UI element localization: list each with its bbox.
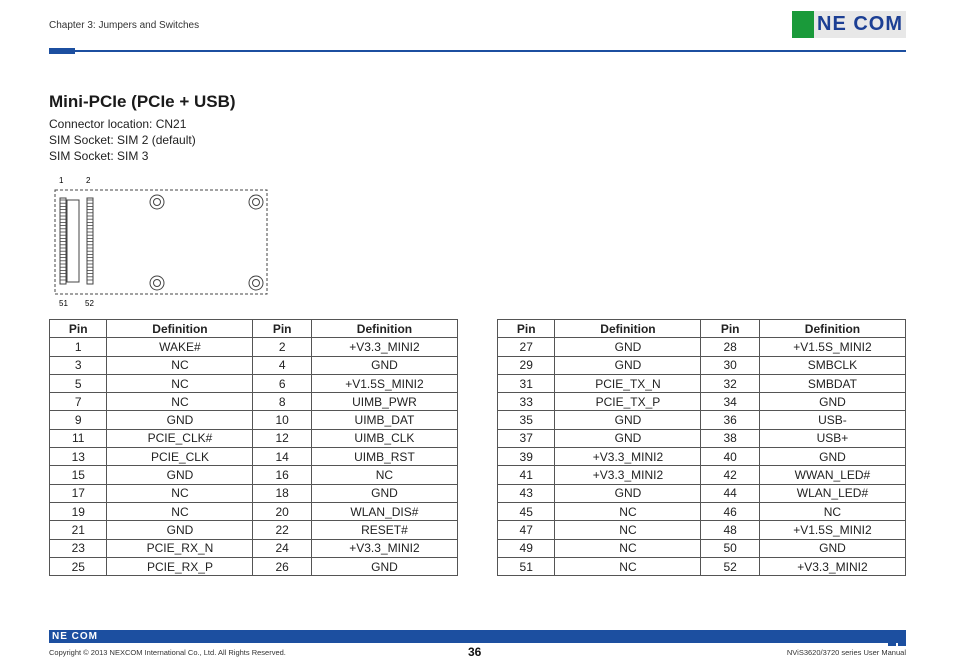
pin-definition-cell: NC bbox=[759, 502, 905, 520]
pin-number-cell: 43 bbox=[498, 484, 555, 502]
pin-definition-cell: +V3.3_MINI2 bbox=[555, 448, 701, 466]
pin-number-cell: 32 bbox=[701, 374, 759, 392]
table-header-row bbox=[50, 320, 458, 338]
footer-squares-icon bbox=[888, 628, 906, 646]
table-row bbox=[498, 484, 906, 502]
pin-definition-cell: SMBDAT bbox=[759, 374, 905, 392]
table-row bbox=[50, 356, 458, 374]
section-title: Mini-PCIe (PCIe + USB) bbox=[49, 92, 236, 111]
pin-definition-cell: NC bbox=[107, 356, 253, 374]
pin-number-cell: 19 bbox=[50, 502, 107, 520]
pin-row-left bbox=[60, 198, 66, 284]
table-row bbox=[50, 466, 458, 484]
pin-table-left bbox=[49, 319, 458, 576]
pin-definition-cell: NC bbox=[107, 502, 253, 520]
pin-number-cell: 27 bbox=[498, 338, 555, 356]
pin-number-cell: 26 bbox=[253, 557, 311, 575]
table-row bbox=[498, 557, 906, 575]
pin-number-cell: 49 bbox=[498, 539, 555, 557]
pin-definition-cell: PCIE_CLK# bbox=[107, 429, 253, 447]
mount-hole bbox=[150, 276, 164, 290]
header-definition: Definition bbox=[311, 320, 457, 338]
pin-definition-cell: +V3.3_MINI2 bbox=[759, 557, 905, 575]
logo-text: NE COM bbox=[817, 13, 903, 35]
pin-number-cell: 31 bbox=[498, 374, 555, 392]
table-row bbox=[50, 484, 458, 502]
pin-number-cell: 15 bbox=[50, 466, 107, 484]
footer-logo: NE COM bbox=[52, 631, 98, 642]
header-pin: Pin bbox=[50, 320, 107, 338]
pin-number-cell: 18 bbox=[253, 484, 311, 502]
mount-hole bbox=[150, 195, 164, 209]
header-pin: Pin bbox=[701, 320, 759, 338]
pin-number-cell: 16 bbox=[253, 466, 311, 484]
table-row bbox=[498, 356, 906, 374]
pin-number-cell: 28 bbox=[701, 338, 759, 356]
pin-definition-cell: GND bbox=[555, 429, 701, 447]
pin-definition-cell: GND bbox=[107, 466, 253, 484]
pin-definition-cell: UIMB_PWR bbox=[311, 393, 457, 411]
pin-definition-cell: RESET# bbox=[311, 521, 457, 539]
pin-number-cell: 35 bbox=[498, 411, 555, 429]
pin-definition-cell: GND bbox=[759, 448, 905, 466]
table-row bbox=[50, 429, 458, 447]
pin-number-cell: 38 bbox=[701, 429, 759, 447]
pin-label-52: 52 bbox=[85, 299, 94, 308]
pin-definition-cell: NC bbox=[311, 466, 457, 484]
pin-definition-cell: PCIE_RX_P bbox=[107, 557, 253, 575]
pin-number-cell: 33 bbox=[498, 393, 555, 411]
table-row bbox=[50, 502, 458, 520]
pin-definition-cell: USB- bbox=[759, 411, 905, 429]
table-row bbox=[498, 393, 906, 411]
pin-definition-cell: GND bbox=[759, 539, 905, 557]
sim-socket-2: SIM Socket: SIM 2 (default) bbox=[49, 133, 196, 147]
pin-number-cell: 46 bbox=[701, 502, 759, 520]
table-row bbox=[498, 539, 906, 557]
mount-hole bbox=[249, 276, 263, 290]
pin-number-cell: 9 bbox=[50, 411, 107, 429]
table-row bbox=[50, 448, 458, 466]
pin-definition-cell: GND bbox=[555, 411, 701, 429]
table-row bbox=[50, 539, 458, 557]
pin-number-cell: 12 bbox=[253, 429, 311, 447]
pin-number-cell: 42 bbox=[701, 466, 759, 484]
logo-green-block bbox=[792, 11, 814, 38]
pin-number-cell: 17 bbox=[50, 484, 107, 502]
pin-definition-cell: PCIE_TX_P bbox=[555, 393, 701, 411]
table-row bbox=[50, 411, 458, 429]
pin-definition-cell: WLAN_DIS# bbox=[311, 502, 457, 520]
sim-socket-3: SIM Socket: SIM 3 bbox=[49, 149, 149, 163]
pin-number-cell: 47 bbox=[498, 521, 555, 539]
page-number: 36 bbox=[468, 645, 482, 659]
pin-number-cell: 39 bbox=[498, 448, 555, 466]
connector-diagram bbox=[47, 170, 277, 310]
table-row bbox=[50, 521, 458, 539]
copyright-text: Copyright © 2013 NEXCOM International Co., Ltd. All Rights Reserved. bbox=[49, 648, 286, 657]
table-row bbox=[498, 448, 906, 466]
pin-number-cell: 10 bbox=[253, 411, 311, 429]
pin-definition-cell: WWAN_LED# bbox=[759, 466, 905, 484]
pin-number-cell: 50 bbox=[701, 539, 759, 557]
pin-definition-cell: +V3.3_MINI2 bbox=[311, 539, 457, 557]
pin-definition-cell: UIMB_CLK bbox=[311, 429, 457, 447]
header-pin: Pin bbox=[498, 320, 555, 338]
connector-slot bbox=[67, 200, 79, 282]
header-divider bbox=[75, 50, 906, 52]
pin-number-cell: 14 bbox=[253, 448, 311, 466]
table-header-row bbox=[498, 320, 906, 338]
header-definition: Definition bbox=[555, 320, 701, 338]
table-row bbox=[498, 466, 906, 484]
pin-definition-cell: GND bbox=[311, 356, 457, 374]
pin-number-cell: 22 bbox=[253, 521, 311, 539]
pin-definition-cell: +V3.3_MINI2 bbox=[311, 338, 457, 356]
table-row bbox=[50, 338, 458, 356]
pin-number-cell: 7 bbox=[50, 393, 107, 411]
table-row bbox=[50, 393, 458, 411]
pin-number-cell: 8 bbox=[253, 393, 311, 411]
pin-definition-cell: PCIE_TX_N bbox=[555, 374, 701, 392]
pin-definition-cell: WAKE# bbox=[107, 338, 253, 356]
nexcom-logo bbox=[792, 11, 906, 38]
pin-label-1: 1 bbox=[59, 176, 64, 185]
table-row bbox=[498, 502, 906, 520]
pin-number-cell: 2 bbox=[253, 338, 311, 356]
pin-definition-cell: UIMB_RST bbox=[311, 448, 457, 466]
pin-definition-cell: GND bbox=[311, 484, 457, 502]
pin-number-cell: 37 bbox=[498, 429, 555, 447]
pin-definition-cell: GND bbox=[311, 557, 457, 575]
chapter-title: Chapter 3: Jumpers and Switches bbox=[49, 20, 200, 31]
manual-title: NViS3620/3720 series User Manual bbox=[786, 648, 906, 657]
pin-number-cell: 51 bbox=[498, 557, 555, 575]
pin-definition-cell: NC bbox=[107, 374, 253, 392]
header-pin: Pin bbox=[253, 320, 311, 338]
pin-row-right bbox=[87, 198, 93, 284]
pin-definition-cell: PCIE_RX_N bbox=[107, 539, 253, 557]
pin-definition-cell: GND bbox=[107, 521, 253, 539]
pin-definition-cell: NC bbox=[107, 393, 253, 411]
header-accent-block bbox=[49, 48, 75, 54]
pin-definition-cell: NC bbox=[555, 539, 701, 557]
pin-table-right bbox=[497, 319, 906, 576]
pin-definition-cell: SMBCLK bbox=[759, 356, 905, 374]
pin-label-51: 51 bbox=[59, 299, 68, 308]
pin-number-cell: 3 bbox=[50, 356, 107, 374]
pin-number-cell: 29 bbox=[498, 356, 555, 374]
table-row bbox=[498, 411, 906, 429]
pin-label-2: 2 bbox=[86, 176, 91, 185]
pin-definition-cell: GND bbox=[555, 356, 701, 374]
header-definition: Definition bbox=[107, 320, 253, 338]
pin-number-cell: 44 bbox=[701, 484, 759, 502]
table-row bbox=[498, 338, 906, 356]
table-row bbox=[50, 374, 458, 392]
pin-number-cell: 4 bbox=[253, 356, 311, 374]
pin-definition-cell: GND bbox=[555, 484, 701, 502]
pin-definition-cell: GND bbox=[107, 411, 253, 429]
pin-number-cell: 36 bbox=[701, 411, 759, 429]
table-row bbox=[498, 429, 906, 447]
pin-number-cell: 45 bbox=[498, 502, 555, 520]
pin-definition-cell: NC bbox=[107, 484, 253, 502]
pin-definition-cell: +V1.5S_MINI2 bbox=[759, 338, 905, 356]
pin-number-cell: 20 bbox=[253, 502, 311, 520]
pin-definition-cell: GND bbox=[759, 393, 905, 411]
pin-definition-cell: USB+ bbox=[759, 429, 905, 447]
pin-definition-cell: NC bbox=[555, 521, 701, 539]
mount-hole bbox=[249, 195, 263, 209]
pin-definition-cell: UIMB_DAT bbox=[311, 411, 457, 429]
pin-definition-cell: NC bbox=[555, 502, 701, 520]
pin-definition-cell: NC bbox=[555, 557, 701, 575]
connector-location: Connector location: CN21 bbox=[49, 117, 187, 131]
pin-number-cell: 23 bbox=[50, 539, 107, 557]
pin-definition-cell: GND bbox=[555, 338, 701, 356]
footer-bar bbox=[49, 630, 906, 643]
pin-number-cell: 52 bbox=[701, 557, 759, 575]
table-row bbox=[50, 557, 458, 575]
header-definition: Definition bbox=[759, 320, 905, 338]
pin-definition-cell: WLAN_LED# bbox=[759, 484, 905, 502]
pin-number-cell: 6 bbox=[253, 374, 311, 392]
pin-number-cell: 30 bbox=[701, 356, 759, 374]
pin-number-cell: 11 bbox=[50, 429, 107, 447]
pin-number-cell: 24 bbox=[253, 539, 311, 557]
pin-definition-cell: +V1.5S_MINI2 bbox=[311, 374, 457, 392]
table-row bbox=[498, 521, 906, 539]
pin-number-cell: 40 bbox=[701, 448, 759, 466]
pin-ticks bbox=[60, 200, 93, 280]
pin-number-cell: 5 bbox=[50, 374, 107, 392]
pin-number-cell: 13 bbox=[50, 448, 107, 466]
pin-definition-cell: +V1.5S_MINI2 bbox=[759, 521, 905, 539]
pin-number-cell: 25 bbox=[50, 557, 107, 575]
pin-number-cell: 34 bbox=[701, 393, 759, 411]
pin-definition-cell: PCIE_CLK bbox=[107, 448, 253, 466]
pin-definition-cell: +V3.3_MINI2 bbox=[555, 466, 701, 484]
table-row bbox=[498, 374, 906, 392]
pin-number-cell: 1 bbox=[50, 338, 107, 356]
pin-number-cell: 41 bbox=[498, 466, 555, 484]
pin-number-cell: 48 bbox=[701, 521, 759, 539]
pin-number-cell: 21 bbox=[50, 521, 107, 539]
